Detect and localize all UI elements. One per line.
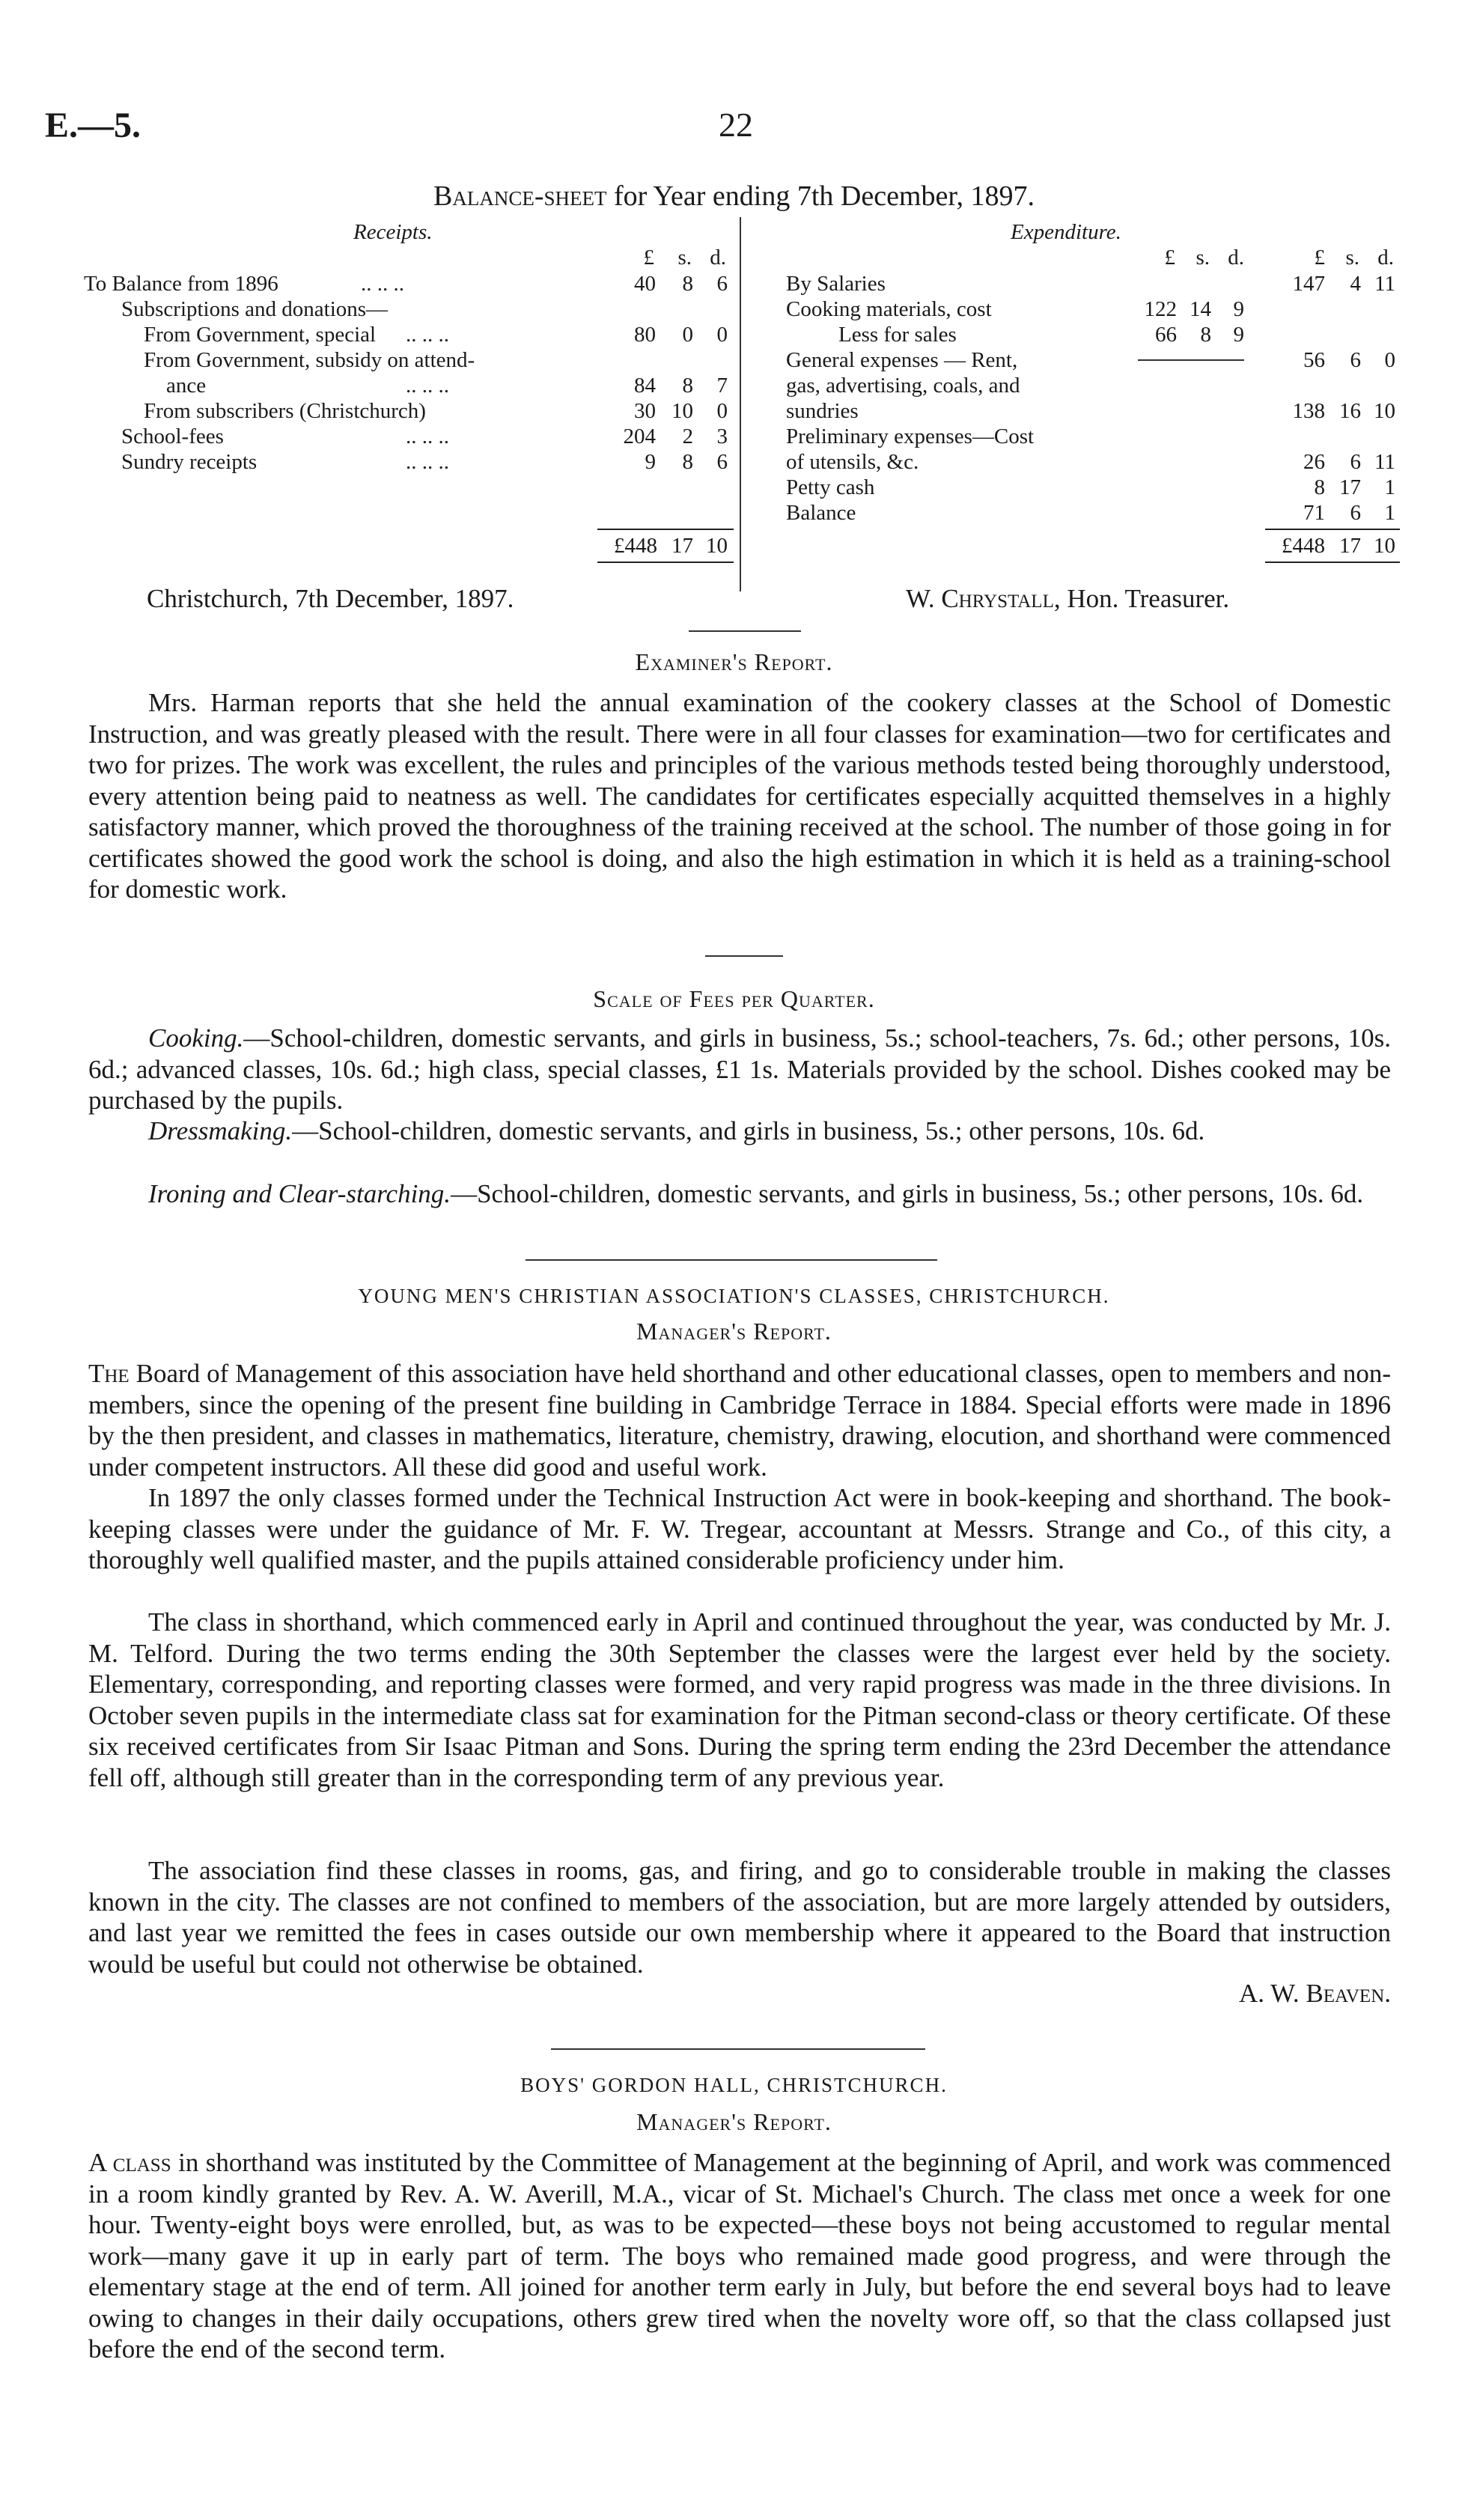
expenditure-row-pence: 10 xyxy=(1374,399,1395,423)
ymca-paragraph-1-text: Board of Management of this association have held shorthand and other educational classes, open to members and non-members, since the opening of the present fine building in Cambridge Terrace in 1884. Special efforts were made in 1896 by the then president, and classes in mathematics, literature, chemistry, drawing, elocution, and shorthand were commenced under competent instructors. All these did good and useful work. xyxy=(88,1359,1391,1482)
receipts-row xyxy=(84,449,734,475)
ymca-paragraph-3: The class in shorthand, which commenced early in April and continued throughout the year, was conducted by Mr. J. M. Telford. During the two terms ending the 30th September the classes were the largest ever held by the society. Elementary, corresponding, and reporting classes were formed, and very rapid progress was made in the three divisions. In October seven pupils in the intermediate class sat for examination for the Pitman second-class or theory certificate. Of these six received certificates from Sir Isaac Pitman and Sons. During the spring term ending the 23rd December the attendance fell off, although still greater than in the corresponding term of any previous year. xyxy=(88,1607,1391,1792)
fees-cooking xyxy=(88,1023,1391,1116)
expenditure-row-label: Less for sales xyxy=(838,323,957,347)
receipts-row-label: Sundry receipts xyxy=(121,450,258,474)
receipts-row-pence: 6 xyxy=(716,450,728,474)
expenditure-row-pence: 11 xyxy=(1374,272,1395,296)
subtotal-rule xyxy=(1138,359,1244,361)
expenditure-row-pounds: 8 xyxy=(1314,475,1325,499)
expenditure-row-label: Cooking materials, cost xyxy=(786,297,992,321)
expenditure-row-label: of utensils, &c. xyxy=(786,450,919,474)
receipts-row-pounds: 80 xyxy=(634,323,656,347)
receipts-row-pounds: 204 xyxy=(623,424,656,448)
receipts-row-pounds: 9 xyxy=(645,450,656,474)
receipts-currency-header xyxy=(84,246,734,271)
expenditure-row-pence: 0 xyxy=(1384,348,1395,372)
leader-dots: .. .. .. xyxy=(406,323,449,347)
receipts-row-label: From subscribers (Christchurch) xyxy=(144,399,426,423)
leader-dots: .. .. .. xyxy=(406,450,449,474)
page-reference: E.—5. xyxy=(45,106,141,145)
expenditure-total-shillings: 17 xyxy=(1339,534,1361,558)
expenditure-row-label: sundries xyxy=(786,399,859,423)
expenditure-row-label: Petty cash xyxy=(786,475,875,499)
receipts-row-shillings: 10 xyxy=(671,399,693,423)
receipts-column xyxy=(84,219,734,558)
expenditure-row-label: gas, advertising, coals, and xyxy=(786,374,1020,398)
receipts-row-shillings: 8 xyxy=(682,272,693,296)
gordon-paragraph-text: in shorthand was instituted by the Committee of Management at the beginning of April, and work was commenced in a room kindly granted by Rev. A. W. Averill, M.A., vicar of St. Michael's Church. The class met once a week for one hour. Twenty-eight boys were enrolled, but, as was to be expected—these boys not being accustomed to regular mental work—many gave it up in early part of term. The boys who remained made good progress, and were through the elementary stage at the end of term. All joined for another term early in July, but before the end several boys had to leave owing to changes in their daily occupations, others grew tired when the novelty wore off, so that the class collapsed just before the end of the second term. xyxy=(88,2148,1391,2364)
receipts-row-label: ance xyxy=(166,374,207,398)
fees-ironing-text: —School-children, domestic servants, and girls in business, 5s.; other persons, 10s. 6d. xyxy=(451,1179,1364,1208)
receipts-total-pounds: £448 xyxy=(614,534,657,558)
receipts-row-pence: 3 xyxy=(716,424,728,448)
section-divider xyxy=(551,2048,925,2050)
expenditure-row-sub-shillings: 8 xyxy=(1200,323,1211,347)
expenditure-rows xyxy=(786,271,1400,526)
expenditure-row-pounds: 147 xyxy=(1292,272,1325,296)
expenditure-total-pence: 10 xyxy=(1374,534,1395,558)
receipts-row-pence: 0 xyxy=(716,323,728,347)
ymca-paragraph-4: The association find these classes in rooms, gas, and firing, and go to considerable trouble in making the classes known in the city. The classes are not confined to members of the association, but are more largely attended by outsiders, and last year we remitted the fees in cases outside our own membership where it appeared to the Board that instruction would be useful but could not otherwise be obtained. xyxy=(88,1856,1391,1979)
receipts-row-pence: 7 xyxy=(716,374,728,398)
expenditure-row-label: By Salaries xyxy=(786,272,886,296)
expenditure-row-sub-shillings: 14 xyxy=(1190,297,1211,321)
expenditure-total-pounds: £448 xyxy=(1282,534,1325,558)
sub-shillings-header: s. xyxy=(1196,246,1210,270)
receipts-row xyxy=(84,373,734,398)
page-number: 22 xyxy=(719,106,753,144)
shillings-header: s. xyxy=(1345,246,1359,270)
receipts-rows xyxy=(84,271,734,475)
gordon-paragraph xyxy=(88,2147,1391,2365)
receipts-row-label: To Balance from 1896 xyxy=(84,272,278,296)
pence-header: d. xyxy=(710,246,726,270)
leader-dots: .. .. .. xyxy=(406,424,449,448)
ymca-paragraph-2: In 1897 the only classes formed under the Technical Instruction Act were in book-keeping and shorthand. The book-keeping classes were under the guidance of Mr. F. W. Tregear, accountant at Messrs. Strange and Co., of this city, a thoroughly well qualified master, and the pupils attained considerable proficiency under him. xyxy=(88,1483,1391,1574)
receipts-row-shillings: 8 xyxy=(682,374,693,398)
receipts-total-pence: 10 xyxy=(706,534,728,558)
receipts-row-pence: 0 xyxy=(716,399,728,423)
expenditure-row-shillings: 6 xyxy=(1350,501,1361,525)
sub-pence-header: d. xyxy=(1228,246,1244,270)
sub-pounds-header: £ xyxy=(1164,246,1175,270)
fees-heading: Scale of Fees per Quarter. xyxy=(593,985,875,1012)
expenditure-row-sub-pence: 9 xyxy=(1233,297,1244,321)
expenditure-total-rule xyxy=(1265,529,1400,530)
gordon-paragraph-lead: A class xyxy=(88,2148,171,2177)
receipts-row-label: Subscriptions and donations— xyxy=(121,297,389,321)
receipts-row-shillings: 2 xyxy=(682,424,693,448)
gordon-subheading: Manager's Report. xyxy=(636,2108,832,2135)
expenditure-row xyxy=(786,373,1400,398)
expenditure-row xyxy=(786,424,1400,449)
expenditure-row-label: Balance xyxy=(786,501,856,525)
expenditure-row-sub-pounds: 66 xyxy=(1155,323,1177,347)
receipts-row xyxy=(84,271,734,296)
place-date: Christchurch, 7th December, 1897. xyxy=(147,584,514,613)
expenditure-row xyxy=(786,449,1400,475)
examiner-report-text: Mrs. Harman reports that she held the annual examination of the cookery classes at the School of Domestic Instruction, and was greatly pleased with the result. There were in all four classes for examination—two for certificates and two for prizes. The work was excellent, the rules and principles of the various methods tested being thoroughly understood, every attention being paid to neatness as well. The candidates for certificates especially acquitted themselves in a highly satisfactory manner, which proved the thoroughness of the training received at the school. The number of those going in for certificates showed the good work the school is doing, and also the high estimation in which it is held as a training-school for domestic work. xyxy=(88,688,1391,904)
fees-dressmaking-label: Dressmaking. xyxy=(148,1116,293,1145)
expenditure-row-pence: 1 xyxy=(1384,475,1395,499)
receipts-heading: Receipts. xyxy=(353,220,433,244)
section-divider xyxy=(526,1259,937,1261)
expenditure-heading: Expenditure. xyxy=(1011,220,1121,244)
receipts-row-pounds: 84 xyxy=(634,374,656,398)
expenditure-row xyxy=(786,322,1400,347)
receipts-row-label: From Government, special xyxy=(144,323,377,347)
treasurer-name: W. Chrystall, xyxy=(906,584,1061,613)
receipts-row-pounds: 30 xyxy=(634,399,656,423)
gordon-heading: BOYS' GORDON HALL, CHRISTCHURCH. xyxy=(520,2074,948,2096)
ymca-paragraph-1-lead: The xyxy=(88,1359,130,1388)
expenditure-total-underline xyxy=(1265,561,1400,563)
expenditure-total-row xyxy=(786,533,1400,559)
fees-dressmaking xyxy=(88,1116,1391,1147)
receipts-row-shillings: 8 xyxy=(682,450,693,474)
expenditure-row-pounds: 26 xyxy=(1303,450,1325,474)
balance-sheet-title-lead: Balance-sheet xyxy=(433,180,607,212)
balance-sheet-title xyxy=(0,180,1468,213)
expenditure-column xyxy=(786,219,1400,558)
ymca-signature: A. W. Beaven. xyxy=(1238,1979,1391,2008)
receipts-row xyxy=(84,424,734,449)
fees-ironing xyxy=(88,1178,1391,1210)
expenditure-currency-header xyxy=(786,246,1400,271)
ymca-heading: YOUNG MEN'S CHRISTIAN ASSOCIATION'S CLASSES, CHRISTCHURCH. xyxy=(358,1285,1110,1307)
ymca-paragraph-1 xyxy=(88,1358,1391,1482)
expenditure-row-sub-pounds: 122 xyxy=(1144,297,1177,321)
expenditure-row-pounds: 71 xyxy=(1303,501,1325,525)
expenditure-row-shillings: 6 xyxy=(1350,450,1361,474)
pounds-header: £ xyxy=(643,246,654,270)
expenditure-row-label: Preliminary expenses—Cost xyxy=(786,424,1035,448)
pounds-header: £ xyxy=(1314,246,1325,270)
fees-dressmaking-text: —School-children, domestic servants, and girls in business, 5s.; other persons, 10s. 6d. xyxy=(292,1116,1205,1145)
expenditure-row xyxy=(786,271,1400,296)
receipts-row xyxy=(84,296,734,322)
receipts-row xyxy=(84,398,734,424)
expenditure-row-shillings: 16 xyxy=(1339,399,1361,423)
pence-header: d. xyxy=(1377,246,1394,270)
receipts-row-shillings: 0 xyxy=(682,323,693,347)
fees-cooking-label: Cooking. xyxy=(148,1023,244,1053)
expenditure-row-shillings: 17 xyxy=(1339,475,1361,499)
expenditure-row xyxy=(786,500,1400,526)
expenditure-row-pence: 11 xyxy=(1374,450,1395,474)
receipts-total-underline xyxy=(597,561,734,563)
expenditure-row-label: General expenses — Rent, xyxy=(786,348,1018,372)
expenditure-row-pence: 1 xyxy=(1384,501,1395,525)
expenditure-row-pounds: 138 xyxy=(1292,399,1325,423)
leader-dots: .. .. .. xyxy=(406,374,449,398)
ymca-subheading: Manager's Report. xyxy=(636,1318,832,1345)
examiner-report-heading: Examiner's Report. xyxy=(635,648,833,675)
expenditure-row xyxy=(786,347,1400,373)
section-divider xyxy=(705,955,783,957)
receipts-row xyxy=(84,322,734,347)
receipts-total-shillings: 17 xyxy=(671,534,693,558)
expenditure-row xyxy=(786,398,1400,424)
treasurer-signature xyxy=(906,584,1229,614)
receipts-row-label: School-fees xyxy=(121,424,224,448)
fees-ironing-label: Ironing and Clear-starching. xyxy=(148,1179,451,1208)
expenditure-row-pounds: 56 xyxy=(1303,348,1325,372)
receipts-row-label: From Government, subsidy on attend- xyxy=(144,348,475,372)
receipts-row-pence: 6 xyxy=(716,272,728,296)
shillings-header: s. xyxy=(677,246,692,270)
expenditure-row-sub-pence: 9 xyxy=(1233,323,1244,347)
treasurer-title: Hon. Treasurer. xyxy=(1060,584,1230,613)
leader-dots: .. .. .. xyxy=(361,272,404,296)
receipts-total-row xyxy=(84,533,734,559)
receipts-total-rule xyxy=(597,529,734,530)
expenditure-row xyxy=(786,475,1400,500)
receipts-row xyxy=(84,347,734,373)
expenditure-row-shillings: 4 xyxy=(1350,272,1361,296)
balance-sheet-title-rest: for Year ending 7th December, 1897. xyxy=(606,180,1035,212)
receipts-row-pounds: 40 xyxy=(634,272,656,296)
expenditure-row xyxy=(786,296,1400,322)
column-divider xyxy=(740,217,741,591)
section-divider xyxy=(689,630,801,632)
fees-cooking-text: —School-children, domestic servants, and girls in business, 5s.; school-teachers, 7s. 6d.; other persons, 10s. 6d.; advanced classes, 10s. 6d.; high class, special classes, £1 1s. Materials provided by the school. Dishes cooked may be purchased by the pupils. xyxy=(88,1023,1391,1115)
expenditure-row-shillings: 6 xyxy=(1350,348,1361,372)
